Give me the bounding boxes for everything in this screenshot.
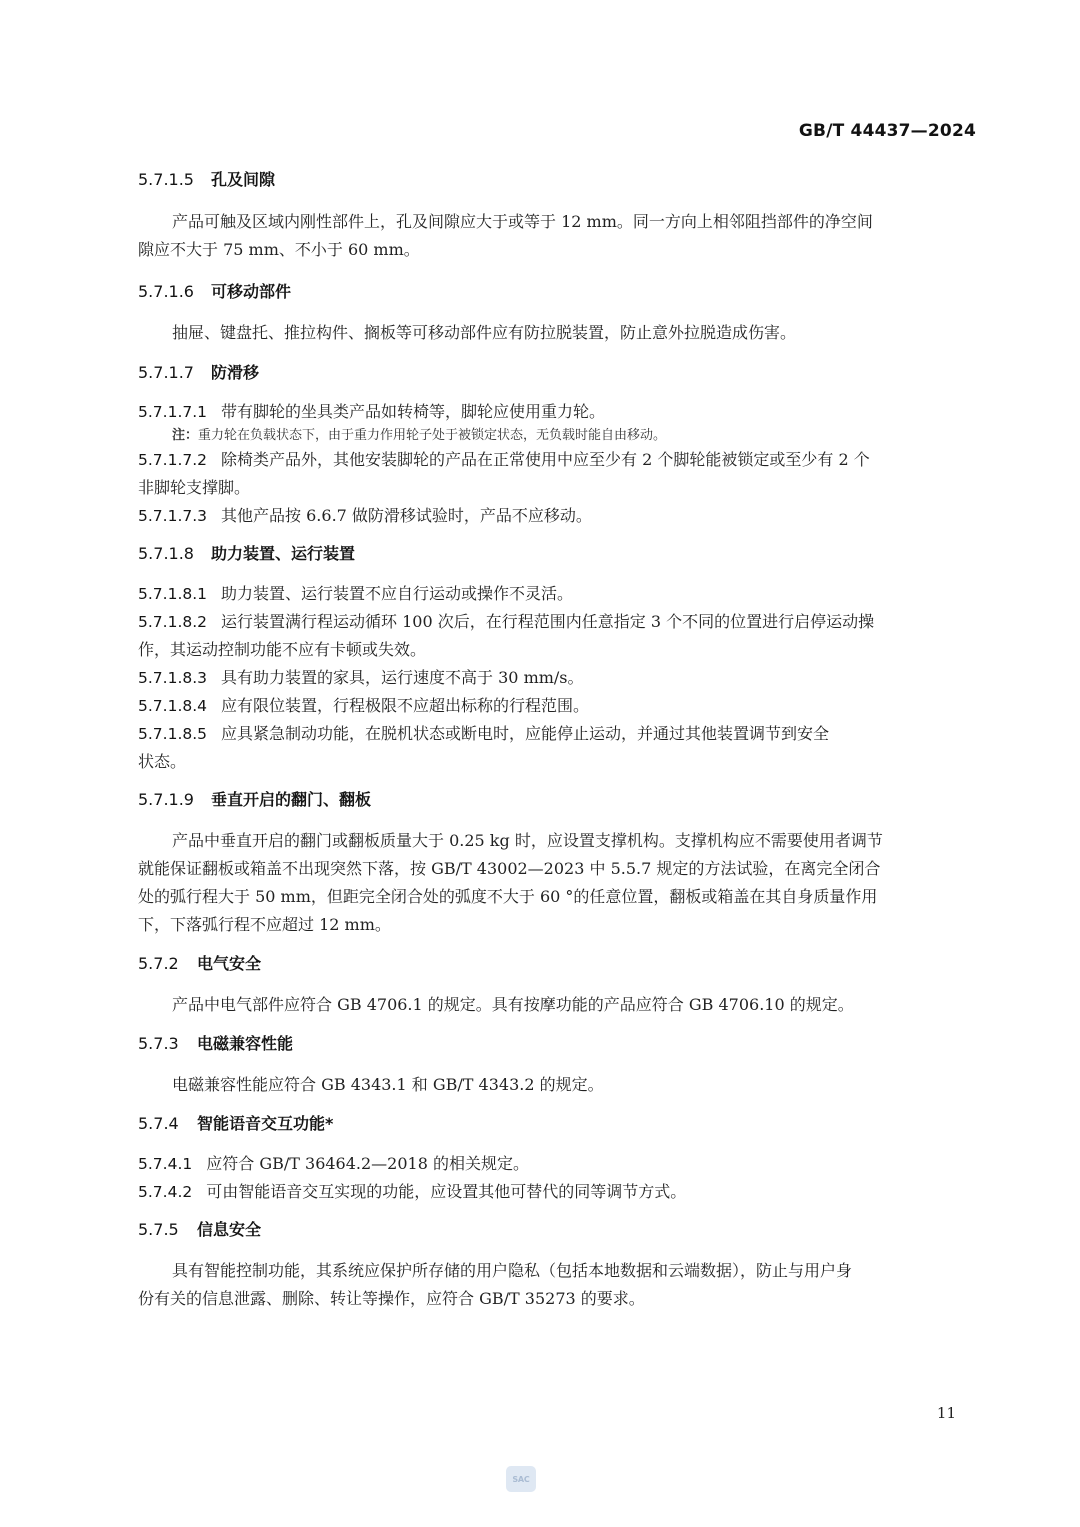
- section-number: 5.7.1.9: [138, 790, 194, 809]
- clause-number: 5.7.1.8.4: [138, 697, 208, 715]
- sac-logo: [506, 1466, 536, 1492]
- clause-5-7-1-7-2-cont: 非脚轮支撑脚。: [138, 478, 251, 497]
- clause-text: 应具紧急制动功能，在脱机状态或断电时，应能停止运动，并通过其他装置调节到安全: [221, 724, 830, 743]
- clause-5-7-1-7-2: [138, 446, 978, 474]
- note-label: 注：: [172, 428, 199, 443]
- section-number: 5.7.2: [138, 954, 179, 973]
- heading-5-7-1-6: [138, 280, 978, 304]
- clause-number: 5.7.1.7.1: [138, 403, 208, 421]
- heading-5-7-1-7: [138, 361, 978, 385]
- clause-5-7-4-2: [138, 1178, 978, 1206]
- section-title: 孔及间隙: [211, 170, 276, 189]
- section-title: 可移动部件: [211, 282, 292, 301]
- section-number: 5.7.1.7: [138, 363, 194, 382]
- clause-text: 其他产品按 6.6.7 做防滑移试验时，产品不应移动。: [221, 506, 592, 525]
- paragraph-5-7-2: 产品中电气部件应符合 GB 4706.1 的规定。具有按摩功能的产品应符合 GB 4706.10 的规定。: [172, 995, 854, 1014]
- clause-number: 5.7.1.8.5: [138, 725, 208, 743]
- section-number: 5.7.1.5: [138, 170, 194, 189]
- section-title: 信息安全: [197, 1220, 262, 1239]
- clause-text: 具有助力装置的家具，运行速度不高于 30 mm/s。: [221, 668, 584, 687]
- clause-5-7-1-8-4: [138, 692, 978, 720]
- note-5-7-1-7-1: [172, 426, 978, 446]
- section-number: 5.7.1.8: [138, 544, 194, 563]
- heading-5-7-1-5: [138, 168, 978, 192]
- paragraph-5-7-5-line2: 份有关的信息泄露、删除、转让等操作，应符合 GB/T 35273 的要求。: [138, 1289, 645, 1308]
- paragraph-5-7-1-5-line2: 隙应不大于 75 mm、不小于 60 mm。: [138, 240, 420, 259]
- section-title: 助力装置、运行装置: [211, 544, 356, 563]
- section-title: 垂直开启的翻门、翻板: [211, 790, 372, 809]
- heading-5-7-5: [138, 1218, 978, 1242]
- paragraph-5-7-1-5-line1: 产品可触及区域内刚性部件上，孔及间隙应大于或等于 12 mm。同一方向上相邻阻挡部件的净空间: [172, 212, 873, 231]
- clause-text: 除椅类产品外，其他安装脚轮的产品在正常使用中应至少有 2 个脚轮能被锁定或至少有 2 个: [221, 450, 870, 469]
- heading-5-7-4: [138, 1112, 978, 1136]
- clause-number: 5.7.1.7.2: [138, 451, 208, 469]
- section-number: 5.7.5: [138, 1220, 179, 1239]
- section-number: 5.7.3: [138, 1034, 179, 1053]
- clause-text: 应符合 GB/T 36464.2—2018 的相关规定。: [206, 1154, 529, 1173]
- section-number: 5.7.4: [138, 1114, 179, 1133]
- clause-text: 运行装置满行程运动循环 100 次后，在行程范围内任意指定 3 个不同的位置进行启停运动操: [221, 612, 875, 631]
- heading-5-7-1-8: [138, 542, 978, 566]
- section-title: 电磁兼容性能: [197, 1034, 294, 1053]
- clause-number: 5.7.4.1: [138, 1155, 193, 1173]
- sac-logo-text: SAC: [512, 1474, 530, 1484]
- clause-number: 5.7.1.8.2: [138, 613, 208, 631]
- clause-text: 可由智能语音交互实现的功能，应设置其他可替代的同等调节方式。: [206, 1182, 687, 1201]
- clause-number: 5.7.4.2: [138, 1183, 193, 1201]
- heading-5-7-1-9: [138, 788, 978, 812]
- section-title: 智能语音交互功能*: [197, 1114, 334, 1133]
- section-title: 防滑移: [211, 363, 260, 382]
- clause-text: 带有脚轮的坐具类产品如转椅等，脚轮应使用重力轮。: [221, 402, 606, 421]
- clause-5-7-1-7-1: [138, 398, 978, 426]
- clause-text: 助力装置、运行装置不应自行运动或操作不灵活。: [221, 584, 574, 603]
- clause-5-7-4-1: [138, 1150, 978, 1178]
- section-number: 5.7.1.6: [138, 282, 194, 301]
- heading-5-7-3: [138, 1032, 978, 1056]
- clause-text: 应有限位装置，行程极限不应超出标称的行程范围。: [221, 696, 590, 715]
- clause-5-7-1-8-5-cont: 状态。: [138, 752, 187, 771]
- paragraph-5-7-3: 电磁兼容性能应符合 GB 4343.1 和 GB/T 4343.2 的规定。: [172, 1075, 604, 1094]
- clause-5-7-1-8-5: [138, 720, 978, 748]
- paragraph-5-7-1-9-line4: 下，下落弧行程不应超过 12 mm。: [138, 915, 391, 934]
- paragraph-5-7-1-9-line3: 处的弧行程大于 50 mm，但距完全闭合处的弧度不大于 60 °的任意位置，翻板或箱盖在其自身质量作用: [138, 887, 878, 906]
- section-title: 电气安全: [197, 954, 262, 973]
- paragraph-5-7-1-9-line2: 就能保证翻板或箱盖不出现突然下落，按 GB/T 43002—2023 中 5.5.7 规定的方法试验，在离完全闭合: [138, 859, 881, 878]
- note-text: 重力轮在负载状态下，由于重力作用轮子处于被锁定状态，无负载时能自由移动。: [198, 428, 667, 443]
- page-number: 11: [936, 1404, 956, 1422]
- paragraph-5-7-1-9-line1: 产品中垂直开启的翻门或翻板质量大于 0.25 kg 时，应设置支撑机构。支撑机构应不需要使用者调节: [172, 831, 883, 850]
- clause-5-7-1-8-2: [138, 608, 978, 636]
- clause-5-7-1-8-1: [138, 580, 978, 608]
- standard-number-header: GB/T 44437—2024: [798, 121, 976, 141]
- paragraph-5-7-5-line1: 具有智能控制功能，其系统应保护所存储的用户隐私（包括本地数据和云端数据），防止与用户身: [172, 1261, 853, 1280]
- clause-5-7-1-7-3: [138, 502, 978, 530]
- document-content: [138, 168, 978, 1313]
- clause-5-7-1-8-2-cont: 作，其运动控制功能不应有卡顿或失效。: [138, 640, 427, 659]
- clause-number: 5.7.1.8.1: [138, 585, 208, 603]
- clause-5-7-1-8-3: [138, 664, 978, 692]
- heading-5-7-2: [138, 952, 978, 976]
- paragraph-5-7-1-6: 抽屉、键盘托、推拉构件、搁板等可移动部件应有防拉脱装置，防止意外拉脱造成伤害。: [172, 323, 797, 342]
- clause-number: 5.7.1.8.3: [138, 669, 208, 687]
- clause-number: 5.7.1.7.3: [138, 507, 208, 525]
